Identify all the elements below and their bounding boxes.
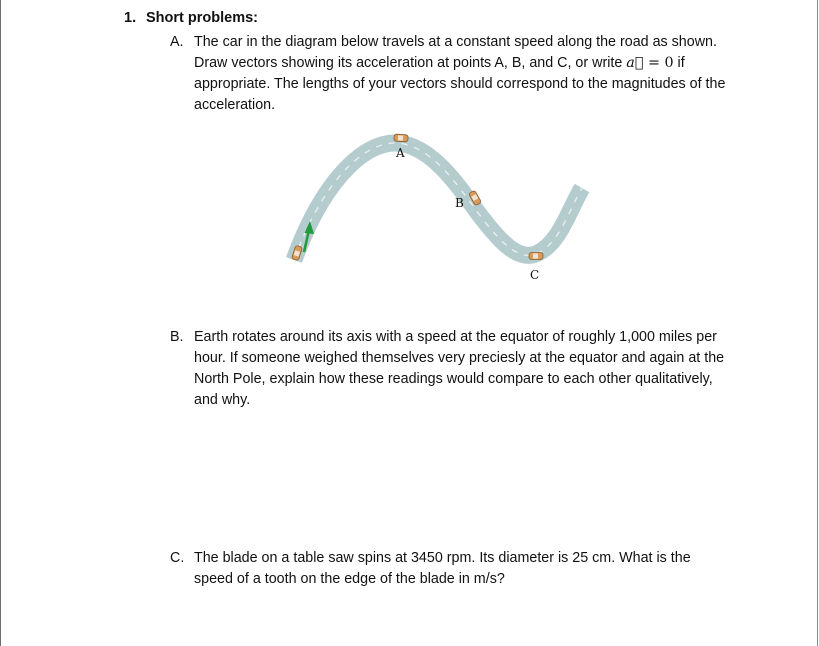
section-title: Short problems: — [146, 10, 258, 26]
acceleration-vector-symbol: a⃗ — [626, 55, 644, 71]
problem-a-label: A. — [170, 34, 184, 50]
section-number: 1. — [124, 10, 137, 26]
problem-b-label: B. — [170, 329, 184, 345]
problem-a-text — [194, 32, 730, 116]
problem-a — [170, 32, 730, 116]
zero-equation: = 0 — [643, 55, 674, 71]
problem-a-text-before: The car in the diagram below travels at a constant speed along the road as shown. Draw vectors showing its acceleration at points A, B, and C, or write — [194, 34, 717, 71]
point-c-label: C — [530, 268, 540, 282]
problem-b-text: Earth rotates around its axis with a speed at the equator of roughly 1,000 miles per hour. If someone weighed themselves very preciesly at the equator and again at the North Pole, explain how these readings would compare to each other qualitatively, and why. — [194, 329, 725, 408]
problem-c-text: The blade on a table saw spins at 3450 rpm. Its diameter is 25 cm. What is the speed of a tooth on the edge of the blade in m/s? — [194, 550, 691, 587]
point-b-label: B — [455, 196, 464, 210]
problem-c-label: C. — [170, 550, 185, 566]
page-border-left — [0, 0, 1, 646]
road — [294, 143, 582, 260]
road-diagram-svg — [270, 120, 610, 290]
road-diagram — [270, 120, 610, 290]
section-heading — [124, 10, 258, 26]
problem-a-text-after: if appropriate. The lengths of your vectors should correspond to the magnitudes of the acceleration. — [194, 55, 726, 113]
point-a-label: A — [396, 146, 405, 160]
problem-b — [170, 327, 730, 411]
car-c — [529, 253, 543, 260]
page-border-right — [817, 0, 818, 646]
problem-c — [170, 548, 730, 590]
car-a — [394, 134, 408, 142]
